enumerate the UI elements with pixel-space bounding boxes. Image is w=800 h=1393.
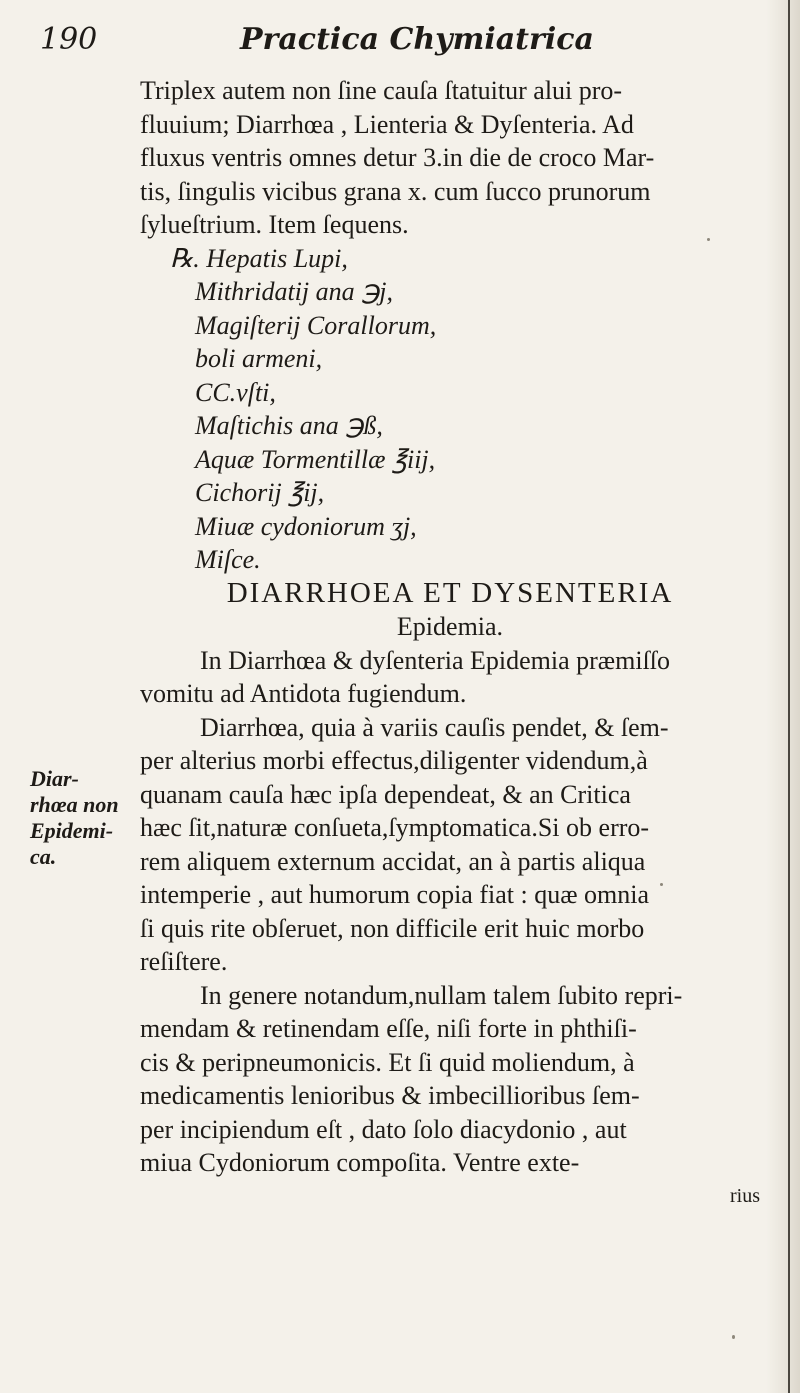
margin-note-line: Diar-	[30, 766, 79, 791]
page-number: 190	[40, 22, 98, 57]
paper-speck	[660, 883, 663, 886]
text-line: fluuium; Diarrhœa , Lienteria & Dyſenteria. Ad	[140, 109, 634, 139]
text-line: Miuæ cydoniorum ʒj,	[195, 511, 417, 541]
text-line: In genere notandum,nullam talem ſubito repri-	[200, 980, 683, 1010]
text-line: mendam & retinendam eſſe, niſi forte in phthiſi-	[140, 1014, 637, 1043]
text-line: Magiſterij Corallorum,	[195, 310, 437, 340]
text-line: miua Cydoniorum compoſita. Ventre exte-	[140, 1148, 580, 1177]
text-line: Mithridatij ana ℈j,	[195, 277, 393, 306]
text-line: cis & peripneumonicis. Et ſi quid moliendum, à	[140, 1047, 635, 1077]
text-line: vomitu ad Antidota fugiendum.	[140, 679, 467, 708]
text-line: In Diarrhœa & dyſenteria Epidemia præmiſſo	[200, 645, 671, 675]
margin-note-line: ca.	[30, 844, 57, 869]
paper-speck	[732, 1335, 735, 1339]
text-line: ſi quis rite obſeruet, non difficile erit huic morbo	[140, 913, 645, 943]
text-line: quanam cauſa hæc ipſa dependeat, & an Critica	[140, 779, 631, 809]
text-line: boli armeni,	[195, 344, 323, 373]
text-line: tis, ſingulis vicibus grana x. cum ſucco prunorum	[140, 176, 651, 206]
text-line: rem aliquem externum accidat, an à partis aliqua	[140, 846, 646, 876]
margin-note-line: Epidemi-	[30, 818, 114, 843]
text-line: ſylueſtrium. Item ſequens.	[140, 210, 409, 239]
margin-note-line: rhœa non	[30, 792, 119, 817]
text-line: rius	[730, 1184, 760, 1207]
text-line: intemperie , aut humorum copia fiat : quæ omnia	[140, 880, 650, 909]
text-line: fluxus ventris omnes detur 3.in die de croco Mar-	[140, 143, 655, 172]
text-line: CC.vſti,	[195, 377, 276, 407]
text-line: Maſtichis ana ℈ß,	[195, 411, 383, 440]
text-line: Aquæ Tormentillæ ℥iij,	[195, 444, 436, 474]
text-line: DIARRHOEA ET DYSENTERIA	[226, 576, 674, 609]
paper-speck	[707, 238, 710, 241]
text-line: ℞. Hepatis Lupi,	[170, 243, 348, 273]
page-edge	[766, 0, 800, 1393]
text-line: hæc ſit,naturæ conſueta,ſymptomatica.Si ob erro-	[140, 813, 650, 842]
margin-note	[30, 766, 140, 870]
text-line: per incipiendum eſt , dato ſolo diacydonio , aut	[140, 1114, 627, 1144]
text-line: per alterius morbi effectus,diligenter videndum,à	[140, 746, 648, 775]
text-line: Cichorij ℥ij,	[195, 478, 325, 507]
text-line: reſiſtere.	[140, 947, 228, 976]
binding-shadow-line	[788, 0, 790, 1393]
text-line: Epidemia.	[396, 612, 504, 641]
text-line: Diarrhœa, quia à variis cauſis pendet, & ſem-	[200, 712, 669, 742]
body-text	[140, 74, 760, 1213]
text-line: Miſce.	[195, 545, 261, 574]
page-header	[30, 22, 750, 64]
text-line: Triplex autem non ſine cauſa ſtatuitur alui pro-	[140, 76, 623, 105]
running-title: Practica Chymiatrica	[240, 22, 594, 57]
text-line: medicamentis lenioribus & imbecillioribus ſem-	[140, 1081, 640, 1110]
